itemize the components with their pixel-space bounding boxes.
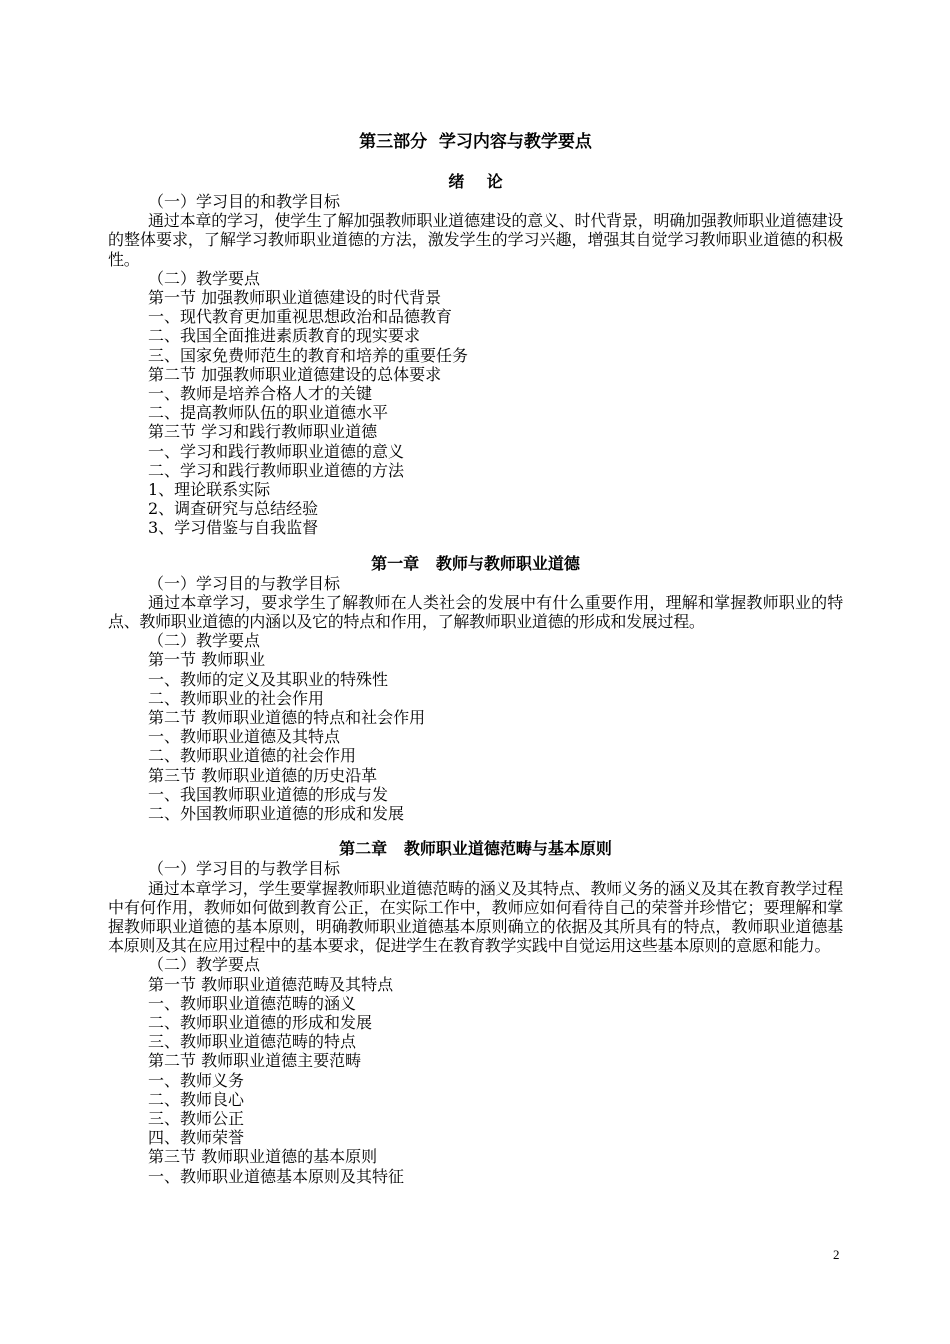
list-item: 二、教师职业道德的社会作用: [148, 746, 357, 766]
list-item: 四、教师荣誉: [148, 1128, 245, 1148]
list-item: 三、国家免费师范生的教育和培养的重要任务: [148, 345, 469, 365]
chapter1-points-label: （二）教学要点: [148, 631, 261, 651]
list-item: 三、教师职业道德范畴的特点: [148, 1032, 357, 1052]
intro-points-list: [108, 288, 843, 538]
chapter1-points-list: [108, 650, 843, 823]
chapter2-heading: 第二章 教师职业道德范畴与基本原则: [339, 839, 612, 859]
chapter2-points-list: [108, 975, 843, 1186]
list-item: 第三节 学习和践行教师职业道德: [148, 422, 378, 442]
list-item: 第一节 加强教师职业道德建设的时代背景: [148, 288, 442, 308]
list-item: 二、我国全面推进素质教育的现实要求: [148, 326, 421, 346]
intro-points-label: （二）教学要点: [148, 268, 261, 288]
chapter1-heading: 第一章 教师与教师职业道德: [371, 553, 580, 573]
list-item: 一、我国教师职业道德的形成与发: [148, 784, 389, 804]
intro-goal-label: （一）学习目的和教学目标: [148, 192, 341, 211]
list-item: 第一节 教师职业道德范畴及其特点: [148, 974, 394, 994]
list-item: 1、理论联系实际: [148, 480, 271, 500]
intro-goal-text: 通过本章的学习，使学生了解加强教师职业道德建设的意义、时代背景，明确加强教师职业道德建设的整体要求，了解学习教师职业道德的方法，激发学生的学习兴趣，增强其自觉学习教师职业道德的积极性。: [108, 211, 843, 269]
list-item: 二、外国教师职业道德的形成和发展: [148, 804, 405, 824]
list-item: 二、学习和践行教师职业道德的方法: [148, 460, 405, 480]
list-item: 一、教师义务: [148, 1070, 245, 1090]
page-number: 2: [833, 1247, 840, 1262]
list-item: 一、现代教育更加重视思想政治和品德教育: [148, 307, 453, 327]
chapter1-goal-label: （一）学习目的与教学目标: [148, 573, 341, 593]
list-item: 一、教师职业道德及其特点: [148, 727, 341, 747]
chapter2-goal-text: 通过本章学习，学生要掌握教师职业道德范畴的涵义及其特点、教师义务的涵义及其在教育教学过程中有何作用，教师如何做到教育公正，在实际工作中，教师应如何看待自己的荣誉并珍惜它；要理解和掌握教师职业道德的基本原则，明确教师职业道德基本原则确立的依据及其所具有的特点，教师职业道德基本原则及其在应用过程中的基本要求，促进学生在教育教学实践中自觉运用这些基本原则的意愿和能力。: [108, 878, 843, 956]
list-item: 第二节 教师职业道德主要范畴: [148, 1051, 362, 1071]
list-item: 二、教师职业道德的形成和发展: [148, 1012, 373, 1032]
page-title: 第三部分 学习内容与教学要点: [359, 132, 592, 152]
list-item: 一、教师职业道德基本原则及其特征: [148, 1166, 405, 1186]
list-item: 第三节 教师职业道德的基本原则: [148, 1147, 378, 1167]
list-item: 二、教师良心: [148, 1089, 245, 1109]
list-item: 一、学习和践行教师职业道德的意义: [148, 441, 405, 461]
chapter2-goal-label: （一）学习目的与教学目标: [148, 859, 341, 879]
list-item: 二、提高教师队伍的职业道德水平: [148, 403, 389, 423]
list-item: 2、调查研究与总结经验: [148, 499, 319, 519]
chapter1-goal-text: 通过本章学习，要求学生了解教师在人类社会的发展中有什么重要作用，理解和掌握教师职业的特点、教师职业道德的内涵以及它的特点和作用，了解教师职业道德的形成和发展过程。: [108, 592, 843, 632]
list-item: 第一节 教师职业: [148, 650, 266, 670]
list-item: 第二节 教师职业道德的特点和社会作用: [148, 708, 426, 728]
list-item: 一、教师是培养合格人才的关键: [148, 384, 373, 404]
document-body: [108, 128, 843, 1186]
list-item: 3、学习借鉴与自我监督: [148, 518, 319, 538]
list-item: 三、教师公正: [148, 1108, 245, 1128]
list-item: 一、教师的定义及其职业的特殊性: [148, 669, 389, 689]
list-item: 第三节 教师职业道德的历史沿革: [148, 765, 378, 785]
list-item: 第二节 加强教师职业道德建设的总体要求: [148, 364, 442, 384]
intro-heading: 绪 论: [448, 172, 503, 191]
chapter2-points-label: （二）教学要点: [148, 955, 261, 975]
list-item: 一、教师职业道德范畴的涵义: [148, 993, 357, 1013]
list-item: 二、教师职业的社会作用: [148, 688, 325, 708]
